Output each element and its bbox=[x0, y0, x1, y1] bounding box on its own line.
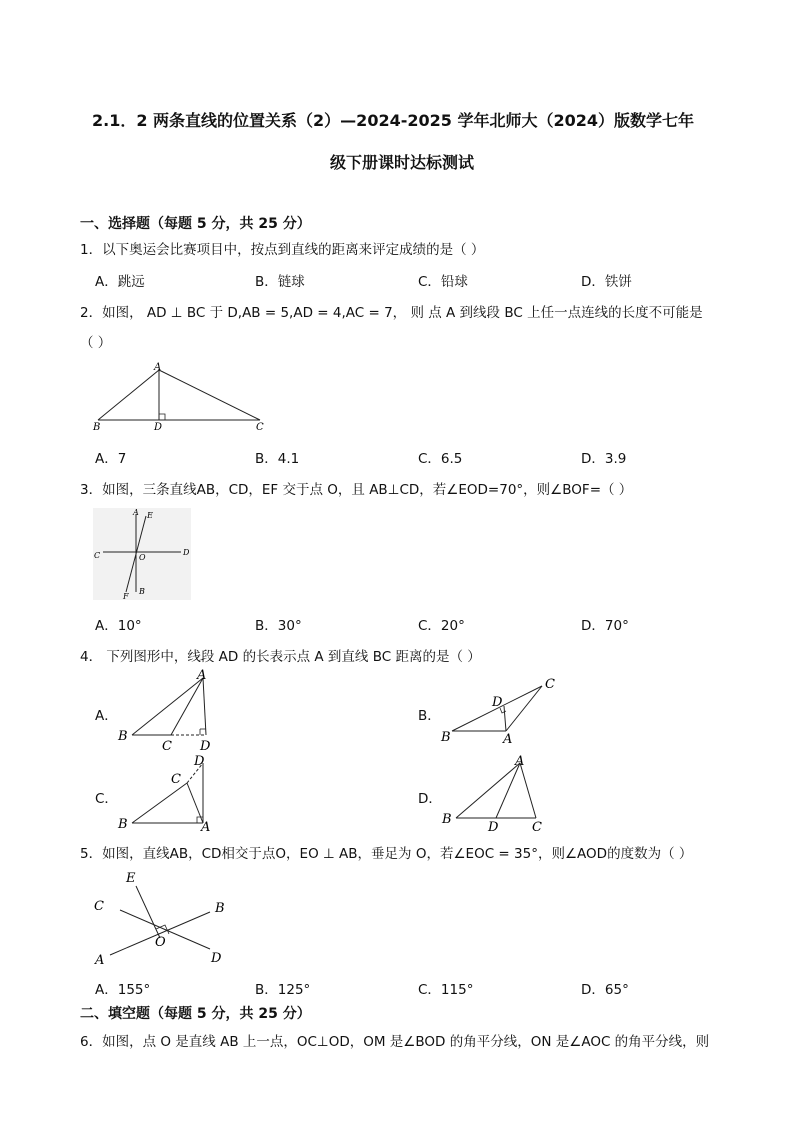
q2-triangle-figure bbox=[90, 362, 280, 434]
q3-label-a: A bbox=[133, 508, 139, 517]
q4c-label-c: C bbox=[171, 772, 181, 787]
question-4-stem: 4． 下列图形中，线段 AD 的长表示点 A 到直线 BC 距离的是（ ） bbox=[80, 649, 481, 665]
section-heading-choice: 一、选择题（每题 5 分，共 25 分） bbox=[80, 216, 311, 232]
q5-label-e: E bbox=[126, 871, 136, 886]
q5-ray-oe bbox=[136, 886, 160, 938]
q2-option-b: B．4.1 bbox=[255, 451, 300, 467]
q1-option-b: B．链球 bbox=[255, 274, 305, 290]
q2-right-angle-mark bbox=[159, 414, 165, 420]
q5-option-a: A．155° bbox=[95, 982, 151, 998]
document-title-line2: 级下册课时达标测试 bbox=[330, 153, 475, 172]
q3-label-b: B bbox=[139, 587, 145, 596]
q2-option-a: A．7 bbox=[95, 451, 127, 467]
q4d-label-a: A bbox=[515, 754, 525, 769]
q4d-label-c: C bbox=[532, 820, 542, 835]
q4a-segment-ab bbox=[132, 678, 203, 735]
q4a-label-a: A bbox=[197, 668, 207, 683]
question-1-stem: 1．以下奥运会比赛项目中，按点到直线的距离来评定成绩的是（ ） bbox=[80, 242, 485, 258]
q4d-segment-ac bbox=[520, 763, 536, 818]
q4b-label-d: D bbox=[492, 695, 503, 710]
q4-option-d-label: D． bbox=[418, 791, 442, 807]
q5-label-b: B bbox=[215, 901, 225, 916]
q4-figure-d bbox=[438, 751, 558, 835]
q1-option-d: D．铁饼 bbox=[581, 274, 632, 290]
q4c-label-b: B bbox=[118, 817, 128, 832]
q4d-segment-ba bbox=[456, 763, 520, 818]
q2-option-c: C．6.5 bbox=[418, 451, 463, 467]
q3-option-a: A．10° bbox=[95, 618, 142, 634]
q4a-label-d: D bbox=[200, 739, 211, 752]
q4a-label-c: C bbox=[162, 739, 172, 752]
q5-label-o: O bbox=[155, 935, 166, 950]
question-6-stem: 6．如图，点 O 是直线 AB 上一点，OC⊥OD，OM 是∠BOD 的角平分线，ON 是∠AOC 的角平分线，则 bbox=[80, 1034, 710, 1050]
q3-option-b: B．30° bbox=[255, 618, 302, 634]
question-3-stem: 3．如图，三条直线AB，CD，EF 交于点 O，且 AB⊥CD，若∠EOD=70°，则∠BOF=（ ） bbox=[80, 482, 633, 498]
q3-lines-figure bbox=[93, 508, 191, 600]
q3-label-d: D bbox=[183, 548, 190, 557]
q2-label-b: B bbox=[93, 422, 101, 433]
q5-label-d: D bbox=[211, 951, 222, 966]
q2-segment-ab bbox=[98, 370, 159, 420]
question-5-stem: 5．如图，直线AB，CD相交于点O，EO ⊥ AB，垂足为 O，若∠EOC = 35°，则∠AOD的度数为（ ） bbox=[80, 846, 693, 862]
q2-label-a: A bbox=[154, 362, 162, 373]
question-2-paren: （ ） bbox=[80, 335, 112, 351]
q4b-segment-ad bbox=[504, 706, 506, 731]
q4d-label-b: B bbox=[442, 812, 452, 827]
q2-option-d: D．3.9 bbox=[581, 451, 627, 467]
q5-option-c: C．115° bbox=[418, 982, 474, 998]
q4b-label-b: B bbox=[441, 730, 451, 745]
q4-figure-c bbox=[115, 751, 220, 835]
q1-option-c: C．铅球 bbox=[418, 274, 468, 290]
q3-option-c: C．20° bbox=[418, 618, 465, 634]
document-title-line1: 2.1．2 两条直线的位置关系（2）—2024-2025 学年北师大（2024）版数学七年 bbox=[92, 111, 694, 130]
q4-option-a-label: A． bbox=[95, 708, 118, 724]
q1-option-a: A．跳远 bbox=[95, 274, 145, 290]
q3-label-o: O bbox=[139, 553, 146, 562]
q5-intersecting-lines-figure bbox=[90, 866, 235, 970]
q4d-segment-ad bbox=[496, 763, 520, 818]
q3-option-d: D．70° bbox=[581, 618, 629, 634]
q5-option-d: D．65° bbox=[581, 982, 629, 998]
q5-option-b: B．125° bbox=[255, 982, 311, 998]
q4b-label-c: C bbox=[545, 677, 555, 692]
question-2-stem: 2．如图， AD ⊥ BC 于 D,AB = 5,AD = 4,AC = 7， 则 点 A 到线段 BC 上任一点连线的长度不可能是 bbox=[80, 305, 703, 321]
q4b-label-a: A bbox=[503, 732, 513, 746]
q5-label-a: A bbox=[95, 953, 105, 968]
q4a-segment-ac bbox=[171, 678, 203, 735]
q5-label-c: C bbox=[94, 899, 104, 914]
q4c-label-d: D bbox=[194, 754, 205, 769]
q2-label-d: D bbox=[154, 422, 163, 433]
q4a-segment-ad bbox=[203, 678, 206, 735]
q3-label-e: E bbox=[147, 511, 153, 520]
q4-figure-a bbox=[115, 668, 220, 752]
q4d-label-d: D bbox=[488, 820, 499, 835]
q2-segment-ac bbox=[159, 370, 260, 420]
q3-label-c: C bbox=[94, 551, 101, 560]
section-heading-fill-in: 二、填空题（每题 5 分，共 25 分） bbox=[80, 1006, 311, 1022]
q4b-segment-ac bbox=[506, 686, 542, 731]
q2-label-c: C bbox=[256, 422, 264, 433]
q4-figure-b bbox=[438, 674, 563, 746]
q4a-label-b: B bbox=[118, 729, 128, 744]
q4c-segment-bc bbox=[132, 783, 187, 823]
q4-option-c-label: C． bbox=[95, 791, 118, 807]
q3-label-f: F bbox=[123, 592, 129, 600]
q4c-label-a: A bbox=[201, 820, 211, 835]
q4-option-b-label: B． bbox=[418, 708, 441, 724]
